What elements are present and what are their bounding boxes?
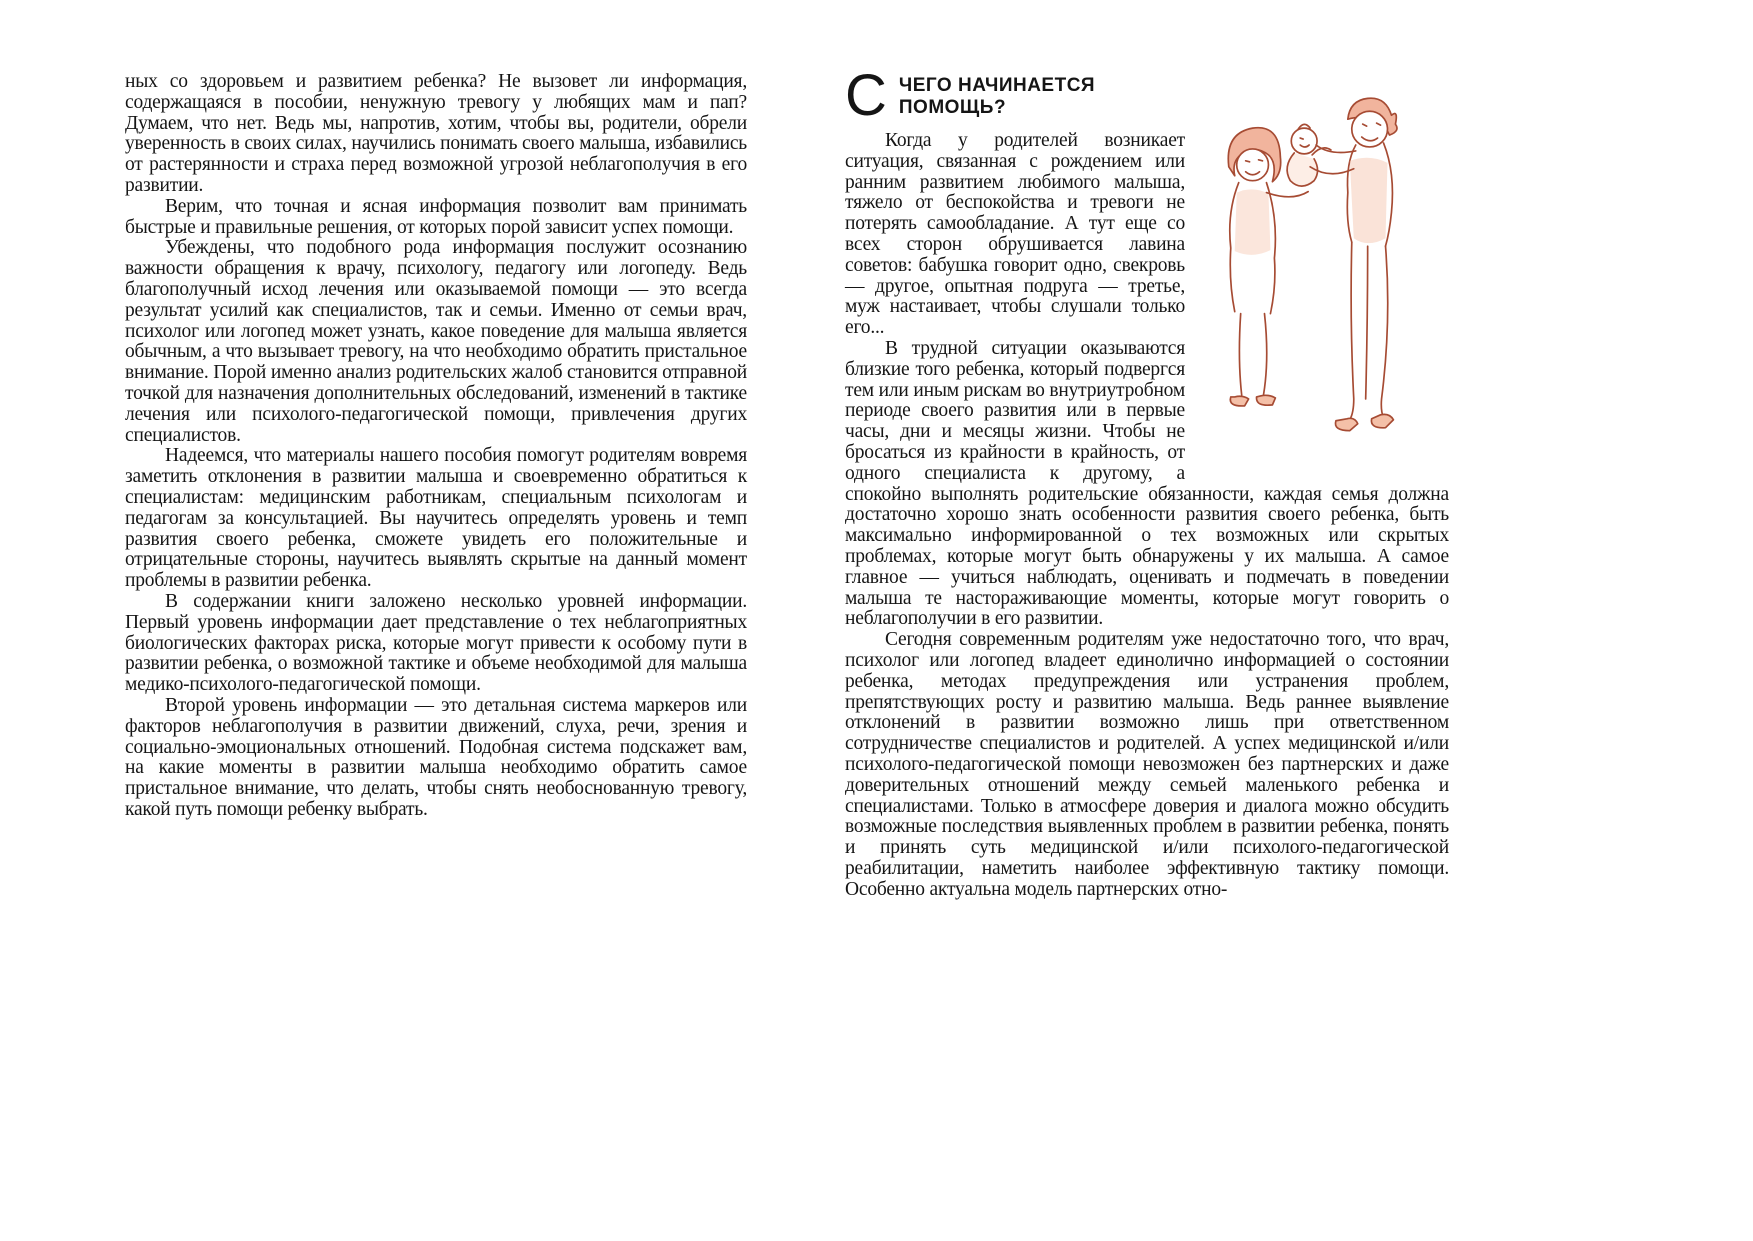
family-sketch-drawing: [1201, 70, 1449, 462]
left-page: [125, 72, 747, 821]
right-paragraph-1: Когда у родителей возникает ситуация, связанная с рождением или ранним развитием любимого малыша, тяжело от беспокойства и тревоги не потерять самообладание. А тут еще со всех сторон обрушивается лавина советов: бабушка говорит одно, свекровь — другое, опытная подруга — третье, муж настаивает, чтобы слушали только его...: [845, 130, 1185, 339]
right-paragraph-2: В трудной ситуации оказываются близкие того ребенка, который подвергся тем или иным рискам во внутриутробном периоде своего развития или в первые часы, дни и месяцы жизни. Чтобы не бросаться из крайности в крайность, от одного специалиста к другому, а спокойно выполнять родительские обязанности, каждая семья должна достаточно хорошо знать особенности развития своего ребенка, быть максимально информированной о тех возможных или скрытых проблемах, которые могут быть обнаружены у их малыша. А самое главное — учиться наблюдать, оценивать и подмечать в поведении малыша те настораживающие моменты, которые могут говорить о неблагополучии в его развитии.: [845, 337, 1449, 630]
left-paragraph-3: Убеждены, что подобного рода информация послужит осознанию важности обращения к врачу, психологу, педагогу или логопеду. Ведь благополучный исход лечения или оказываемой помощи — это всегда результат усилий как специалистов, так и семьи. Именно от семьи врач, психолог или логопед может узнать, какое поведение для малыша является обычным, а что вызывает тревогу, на что необходимо обратить пристальное внимание. Порой именно анализ родительских жалоб становится отправной точкой для назначения дополнительных обследований, изменений в тактике лечения или психолого-педагогической помощи, привлечения других специалистов.: [125, 237, 747, 446]
left-paragraph-6: Второй уровень информации — это детальная система маркеров или факторов неблагополучия в развитии движений, слуха, речи, зрения и социально-эмоциональных отношений. Подобная система подскажет вам, на какие моменты в развитии малыша необходимо обратить самое пристальное внимание, что делать, чтобы снять необоснованную тревогу, какой путь помощи ребенку выбрать.: [125, 694, 747, 820]
left-paragraph-2: Верим, что точная и ясная информация позволит вам принимать быстрые и правильные решения, от которых порой зависит успех помощи.: [125, 195, 747, 238]
left-paragraph-4: Надеемся, что материалы нашего пособия помогут родителям вовремя заметить отклонения в развитии малыша и своевременно обратиться к специалистам: медицинским работникам, специальным психологам и педагогам за консультацией. Вы научитесь определять уровень и темп развития своего ребенка, сможете увидеть его положительные и отрицательные стороны, научитесь выявлять скрытые на данный момент проблемы в развитии ребенка.: [125, 445, 747, 592]
right-page: [845, 63, 1449, 900]
family-sketch-illustration: [1201, 70, 1449, 462]
chapter-title: ЧЕГО НАЧИНАЕТСЯ ПОМОЩЬ?: [898, 75, 1096, 118]
right-paragraph-3: Сегодня современным родителям уже недостаточно того, что врач, психолог или логопед владеет единолично информацией о состоянии ребенка, методах предупреждения или устранения проблем, препятствующих росту и развитию малыша. Ведь раннее выявление отклонений в развитии возможно лишь при ответственном сотрудничестве специалистов и родителей. А успех медицинской и/или психолого-педагогической помощи невозможен без партнерских и даже доверительных отношений между семьей маленького ребенка и специалистами. Только в атмосфере доверия и диалога можно обсудить возможные последствия выявленных проблем в развитии ребенка, понять и принять суть медицинской и/или психолого-педагогической реабилитации, наметить наиболее эффективную тактику помощи. Особенно актуальна модель партнерских отно-: [845, 629, 1449, 900]
left-paragraph-5: В содержании книги заложено несколько уровней информации. Первый уровень информации дает представление о тех неблагоприятных биологических факторах риска, которые могут привести к особому пути в развитии ребенка, о возможной тактике и объеме необходимой для малыша медико-психолого-педагогической помощи.: [125, 590, 747, 696]
chapter-dropcap: С: [845, 63, 887, 128]
left-paragraph-1: ных со здоровьем и развитием ребенка? Не вызовет ли информация, содержащаяся в пособии, ненужную тревогу у любящих мам и пап? Думаем, что нет. Ведь мы, напротив, хотим, чтобы вы, родители, обрели уверенность в своих силах, научились понимать своего малыша, избавились от растерянности и страха перед возможной угрозой неблагополучия в его развитии.: [125, 71, 747, 196]
